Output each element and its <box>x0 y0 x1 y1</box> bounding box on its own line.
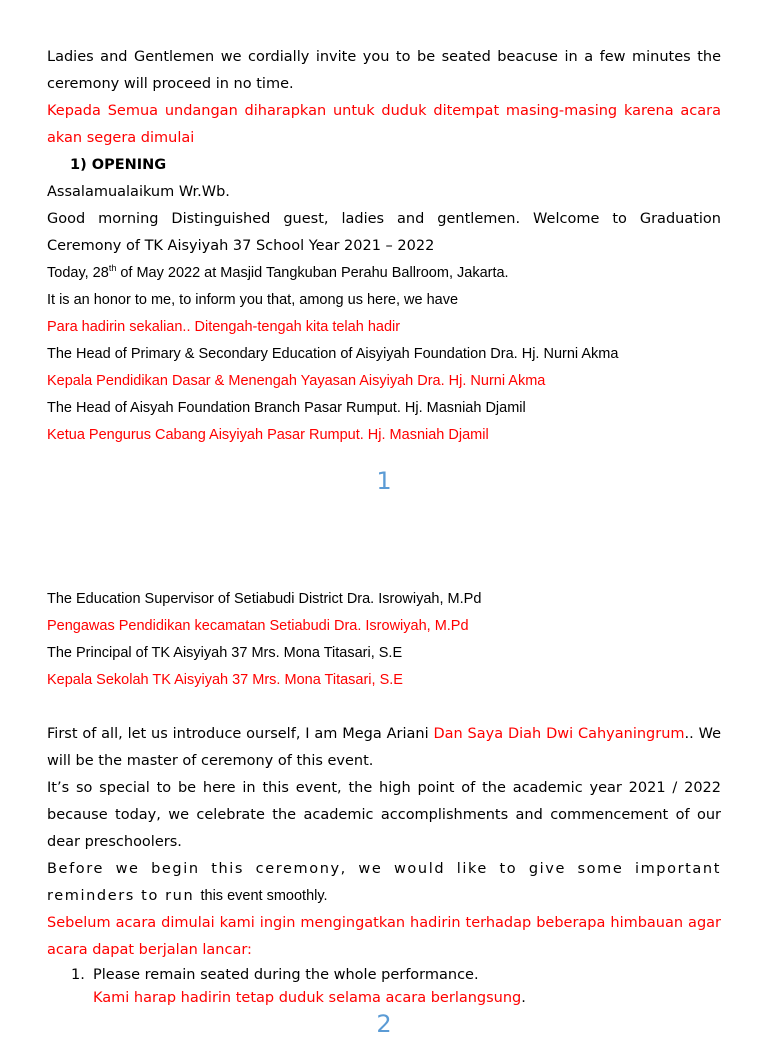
supervisor-english: The Education Supervisor of Setiabudi District Dra. Isrowiyah, M.Pd <box>47 591 482 607</box>
principal-indonesian: Kepala Sekolah TK Aisyiyah 37 Mrs. Mona Titasari, S.E <box>47 672 403 688</box>
intro-tail: .. We will be the master of ceremony of this event. <box>47 726 721 769</box>
sebelum-paragraph: Sebelum acara dimulai kami ingin mengingatkan hadirin terhadap beberapa himbauan agar acara dapat berjalan lancar: <box>47 915 721 958</box>
honor-line: It is an honor to me, to inform you that, among us here, we have <box>47 292 459 308</box>
intro-indonesian: Dan Saya Diah Dwi Cahyaningrum <box>433 726 685 742</box>
list-item <box>47 964 721 1010</box>
salam-line: Assalamualaikum Wr.Wb. <box>47 184 230 200</box>
intro-paragraph <box>47 721 721 775</box>
list-item-english: Please remain seated during the whole performance. <box>93 967 479 983</box>
before-part-a: Before we begin this ceremony, we would like to give some important reminders to run <box>47 861 721 904</box>
special-paragraph: It’s so special to be here in this event, the high point of the academic year 2021 / 2022 because today, we celebrate the academic accomplishments and commencement of our dear preschoolers. <box>47 780 721 850</box>
good-morning-paragraph: Good morning Distinguished guest, ladies and gentlemen. Welcome to Graduation Ceremony of TK Aisyiyah 37 School Year 2021 – 2022 <box>47 211 721 254</box>
opening-heading: 1) OPENING <box>70 157 167 173</box>
today-prefix: Today, 28 <box>47 265 109 281</box>
list-item-indonesian: Kami harap hadirin tetap duduk selama acara berlangsung <box>93 990 522 1006</box>
before-paragraph <box>47 856 721 910</box>
before-part-b: this event smoothly. <box>200 888 328 904</box>
spacer <box>47 694 721 721</box>
invite-indonesian: Kepada Semua undangan diharapkan untuk duduk ditempat masing-masing karena acara akan segera dimulai <box>47 103 721 146</box>
principal-english: The Principal of TK Aisyiyah 37 Mrs. Mona Titasari, S.E <box>47 645 403 661</box>
list-item-period: . <box>521 990 526 1006</box>
page-number-1: 1 <box>376 467 392 495</box>
today-suffix: of May 2022 at Masjid Tangkuban Perahu Ballroom, Jakarta. <box>116 265 509 281</box>
today-sup: th <box>108 263 117 274</box>
page-2-content <box>47 586 721 1010</box>
head-branch-indonesian: Ketua Pengurus Cabang Aisyiyah Pasar Rumput. Hj. Masniah Djamil <box>47 427 489 443</box>
today-line <box>47 260 721 287</box>
supervisor-indonesian: Pengawas Pendidikan kecamatan Setiabudi Dra. Isrowiyah, M.Pd <box>47 618 469 634</box>
list-item-number: 1. <box>71 967 85 983</box>
head-primary-english: The Head of Primary & Secondary Education of Aisyiyah Foundation Dra. Hj. Nurni Akma <box>47 346 619 362</box>
page-number-2: 2 <box>376 1010 392 1038</box>
head-primary-indonesian: Kepala Pendidikan Dasar & Menengah Yayasan Aisyiyah Dra. Hj. Nurni Akma <box>47 373 546 389</box>
page-1-content <box>47 44 721 449</box>
invite-english: Ladies and Gentlemen we cordially invite you to be seated beacuse in a few minutes the ceremony will proceed in no time. <box>47 49 721 92</box>
head-branch-english: The Head of Aisyah Foundation Branch Pasar Rumput. Hj. Masniah Djamil <box>47 400 526 416</box>
para-hadirin-line: Para hadirin sekalian.. Ditengah-tengah kita telah hadir <box>47 319 401 335</box>
reminder-list <box>47 964 721 1010</box>
intro-english: First of all, let us introduce ourself, I am Mega Ariani <box>47 726 434 742</box>
